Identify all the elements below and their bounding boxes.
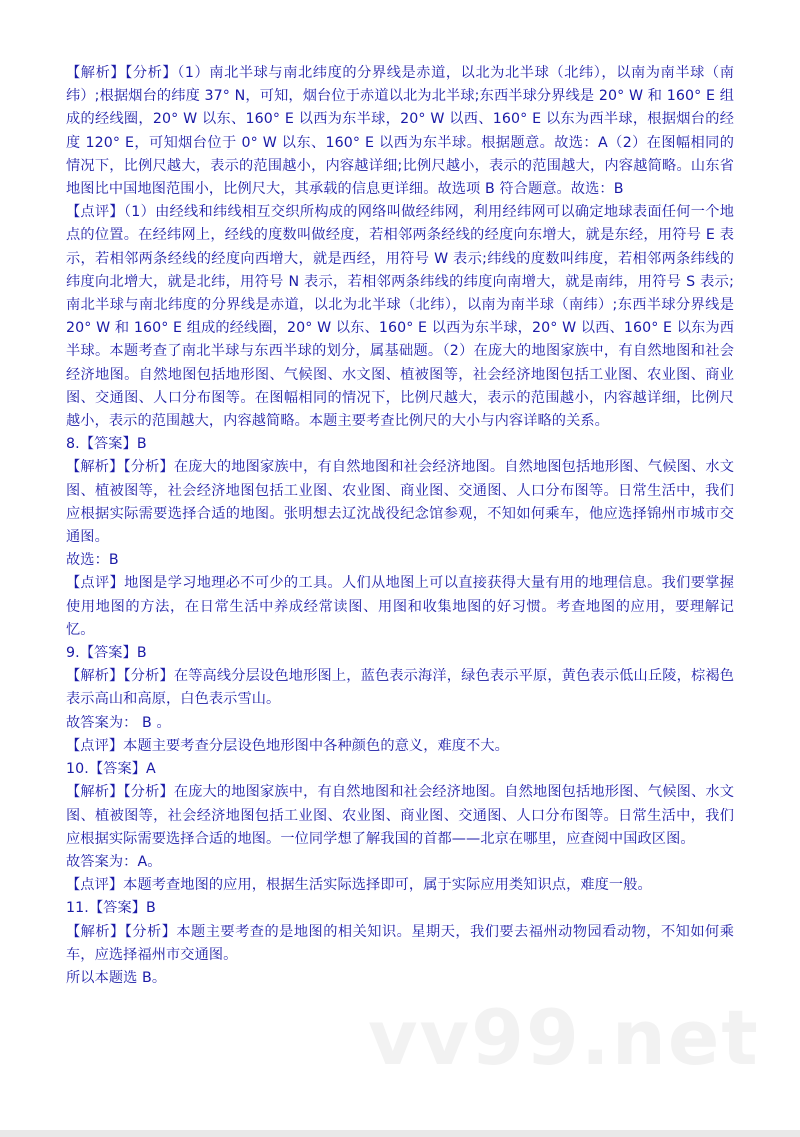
conclusion-line: 所以本题选 B。 xyxy=(66,969,167,986)
answer-key-content xyxy=(66,62,734,990)
comment-paragraph: 【点评】地图是学习地理必不可少的工具。人们从地图上可以直接获得大量有用的地理信息。我们要掌握使用地图的方法，在日常生活中养成经常读图、用图和收集地图的好习惯。考查地图的应用，要理解记忆。 xyxy=(66,575,734,638)
conclusion-line: 故答案为：A。 xyxy=(66,853,162,870)
analysis-paragraph: 【解析】【分析】在等高线分层设色地形图上，蓝色表示海洋，绿色表示平原，黄色表示低山丘陵，棕褐色表示高山和高原，白色表示雪山。 xyxy=(66,668,734,708)
analysis-paragraph: 【解析】【分析】在庞大的地图家族中，有自然地图和社会经济地图。自然地图包括地形图、气候图、水文图、植被图等，社会经济地图包括工业图、农业图、商业图、交通图、人口分布图等。日常生活中，我们应根据实际需要选择合适的地图。一位同学想了解我国的首都——北京在哪里，应查阅中国政区图。 xyxy=(66,784,734,847)
answer-line-8: 8.【答案】B xyxy=(66,436,147,453)
page-bottom-edge xyxy=(0,1130,800,1137)
comment-paragraph: 【点评】（1）由经线和纬线相互交织所构成的网络叫做经纬网，利用经纬网可以确定地球表面任何一个地点的位置。在经纬网上，经线的度数叫做经度，若相邻两条经线的经度向东增大，就是东经，用符号 E 表示，若相邻两条经线的经度向西增大，就是西经，用符号 W 表示;纬线的度数叫纬度，若相邻两条纬线的纬度向北增大，就是北纬，用符号 N 表示，若相邻两条纬线的纬度向南增大，就是南纬，用符号 S 表示;南北半球与南北纬度的分界线是赤道，以北为北半球（北纬），以南为南半球（南纬）;东西半球分界线是 20° W 和 160° E 组成的经线圈，20° W 以东、160° E 以西为东半球，20° W 以西、160° E 以东为西半球。本题考查了南北半球与东西半球的划分，属基础题。（2）在庞大的地图家族中，有自然地图和社会经济地图。自然地图包括地形图、气候图、水文图、植被图等，社会经济地图包括工业图、农业图、商业图、交通图、人口分布图等。在图幅相同的情况下，比例尺越大，表示的范围越小，内容越详细，比例尺越小，表示的范围越大，内容越简略。本题主要考查比例尺的大小与内容详略的关系。 xyxy=(66,204,734,430)
comment-paragraph: 【点评】本题主要考查分层设色地形图中各种颜色的意义，难度不大。 xyxy=(66,737,509,754)
answer-line-10: 10.【答案】A xyxy=(66,761,156,778)
watermark-logo: vv99.net xyxy=(368,993,760,1082)
answer-line-9: 9.【答案】B xyxy=(66,645,147,662)
conclusion-line: 故答案为： B 。 xyxy=(66,714,171,731)
conclusion-line: 故选：B xyxy=(66,552,119,569)
analysis-paragraph: 【解析】【分析】在庞大的地图家族中，有自然地图和社会经济地图。自然地图包括地形图、气候图、水文图、植被图等，社会经济地图包括工业图、农业图、商业图、交通图、人口分布图等。日常生活中，我们应根据实际需要选择合适的地图。张明想去辽沈战役纪念馆参观，不知如何乘车，他应选择锦州市城市交通图。 xyxy=(66,459,734,546)
comment-paragraph: 【点评】本题考查地图的应用，根据生活实际选择即可，属于实际应用类知识点，难度一般。 xyxy=(66,877,652,894)
answer-line-11: 11.【答案】B xyxy=(66,900,156,917)
analysis-paragraph: 【解析】【分析】（1）南北半球与南北纬度的分界线是赤道，以北为北半球（北纬），以南为南半球（南纬）;根据烟台的纬度 37° N，可知，烟台位于赤道以北为北半球;东西半球分界线是 20° W 和 160° E 组成的经线圈，20° W 以东、160° E 以西为东半球，20° W 以西、160° E 以东为西半球，根据烟台的经度 120° E，可知烟台位于 0° W 以东、160° E 以西为东半球。根据题意。故选：A（2）在图幅相同的情况下，比例尺越大，表示的范围越小，内容越详细;比例尺越小，表示的范围越大，内容越简略。山东省地图比中国地图范围小，比例尺大，其承载的信息更详细。故选项 B 符合题意。故选：B xyxy=(66,65,734,198)
analysis-paragraph: 【解析】【分析】本题主要考查的是地图的相关知识。星期天，我们要去福州动物园看动物，不知如何乘车，应选择福州市交通图。 xyxy=(66,923,734,963)
